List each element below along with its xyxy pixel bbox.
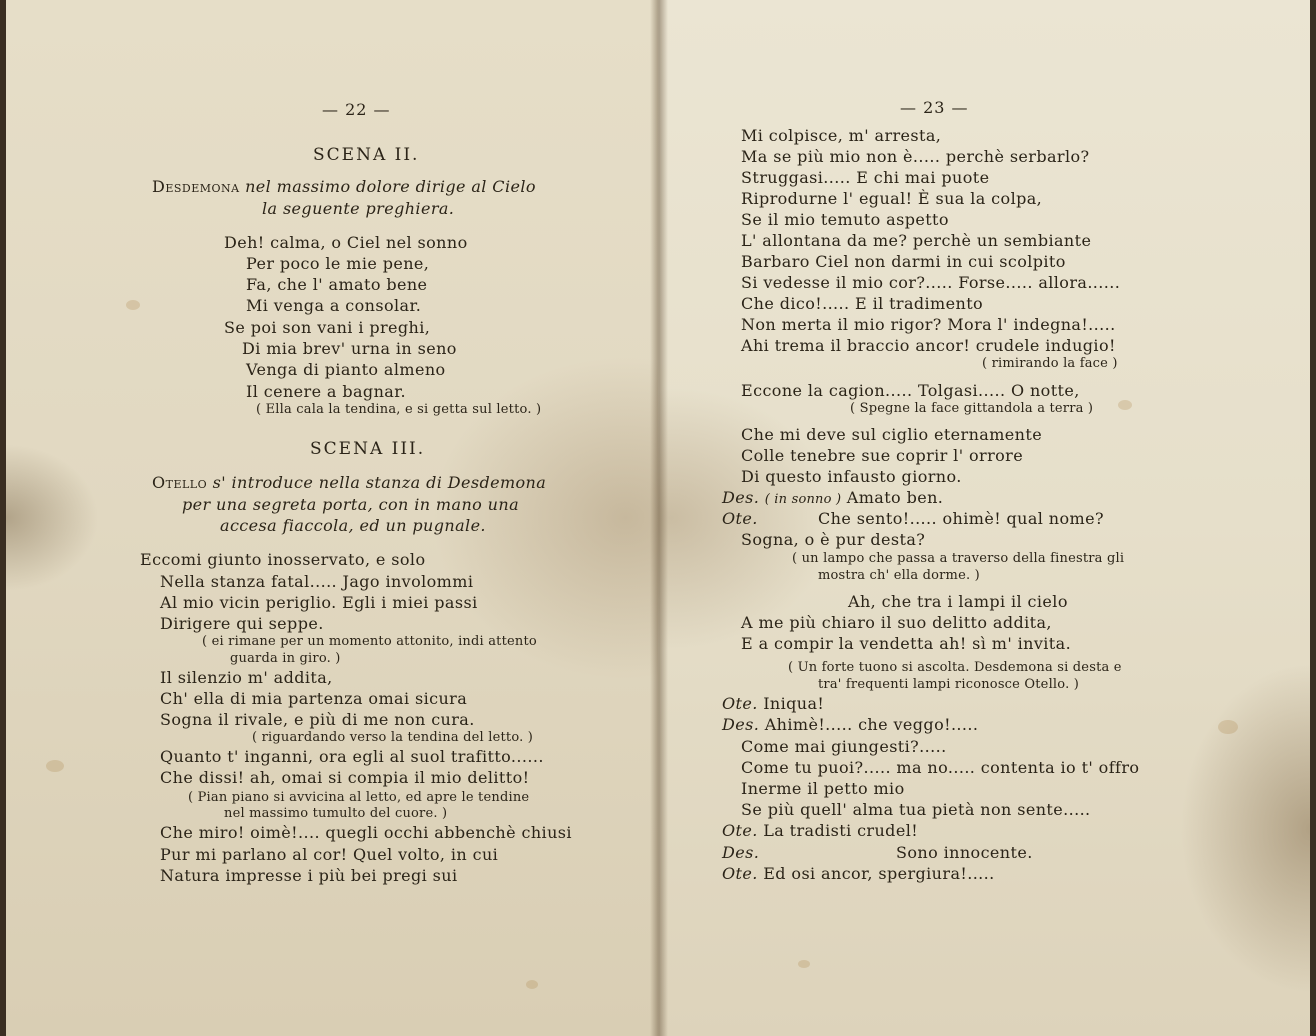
- character-name: Otello: [152, 473, 208, 492]
- verse-line: Per poco le mie pene,: [246, 254, 430, 273]
- verse-line: Colle tenebre sue coprir l' orrore: [741, 446, 1024, 465]
- verse-line: Che dico!..... E il tradimento: [741, 294, 984, 313]
- verse-line: Eccone la cagion..... Tolgasi..... O notte,: [741, 381, 1080, 400]
- book-gutter: [650, 0, 668, 1036]
- stage-direction: ( Spegne la face gittandola a terra ): [850, 401, 1094, 416]
- stage-direction: ( Un forte tuono si ascolta. Desdemona si desta e: [788, 660, 1122, 675]
- verse-line: Nella stanza fatal..... Jago involommi: [160, 572, 474, 591]
- verse-line: E a compir la vendetta ah! sì m' invita.: [741, 634, 1072, 653]
- speech-text: La tradisti crudel!: [763, 821, 919, 840]
- dialogue-line: [722, 715, 978, 735]
- character-name: Desdemona: [152, 177, 240, 196]
- foxing-spot: [1218, 720, 1238, 734]
- verse-line: Il cenere a bagnar.: [246, 382, 406, 401]
- speech-text: Inerme il petto mio: [741, 779, 905, 798]
- verse-line: Ma se più mio non è..... perchè serbarlo?: [741, 147, 1090, 166]
- speaker-label: Des.: [722, 488, 760, 507]
- stage-direction-text: la seguente preghiera.: [262, 199, 455, 218]
- verse-line: Eccomi giunto inosservato, e solo: [140, 550, 426, 569]
- dialogue-line: [722, 694, 824, 714]
- stage-direction-text: accesa fiaccola, ed un pugnale.: [220, 516, 486, 535]
- stage-direction: [152, 473, 546, 493]
- verse-line: Mi venga a consolar.: [246, 296, 422, 315]
- speech-text: Che sento!..... ohimè! qual nome?: [818, 509, 1104, 528]
- scene-heading: SCENA III.: [310, 439, 426, 459]
- verse-line: Ch' ella di mia partenza omai sicura: [160, 689, 468, 708]
- verse-line: Ahi trema il braccio ancor! crudele indugio!: [741, 336, 1116, 355]
- verse-line: Il silenzio m' addita,: [160, 668, 333, 687]
- scene-heading: SCENA II.: [313, 145, 420, 165]
- verse-line: Se poi son vani i preghi,: [224, 318, 431, 337]
- stage-direction-text: per una segreta porta, con in mano una: [182, 495, 520, 514]
- stage-direction: ( Pian piano si avvicina al letto, ed apre le tendine: [188, 790, 530, 805]
- speech-text: Come mai giungesti?.....: [741, 737, 947, 756]
- foxing-spot: [798, 960, 810, 968]
- verse-line: Mi colpisce, m' arresta,: [741, 126, 942, 145]
- stage-direction: ( riguardando verso la tendina del letto. ): [252, 730, 534, 745]
- stage-direction: ( rimirando la face ): [982, 356, 1118, 371]
- speech-text: Sono innocente.: [896, 843, 1033, 862]
- verse-line: A me più chiaro il suo delitto addita,: [741, 613, 1052, 632]
- stage-direction: ( Ella cala la tendina, e si getta sul letto. ): [256, 402, 542, 417]
- page-number: — 23 —: [900, 98, 969, 117]
- speech-text: Amato ben.: [846, 488, 944, 507]
- speech-text: Come tu puoi?..... ma no..... contenta io t' offro: [741, 758, 1140, 777]
- foxing-spot: [1118, 400, 1132, 410]
- verse-line: Barbaro Ciel non darmi in cui scolpito: [741, 252, 1066, 271]
- verse-line: Deh! calma, o Ciel nel sonno: [224, 233, 468, 252]
- stage-direction: ( ei rimane per un momento attonito, indi attento: [202, 634, 537, 649]
- foxing-spot: [126, 300, 140, 310]
- verse-line: Non merta il mio rigor? Mora l' indegna!.....: [741, 315, 1116, 334]
- dialogue-line: [722, 488, 943, 508]
- verse-line: Quanto t' inganni, ora egli al suol trafitto......: [160, 747, 544, 766]
- speech-text: Se più quell' alma tua pietà non sente.....: [741, 800, 1091, 819]
- verse-line: Al mio vicin periglio. Egli i miei passi: [160, 593, 478, 612]
- dialogue-line: [722, 864, 995, 884]
- verse-line: Si vedesse il mio cor?..... Forse..... allora......: [741, 273, 1121, 292]
- stage-direction: ( in sonno ): [764, 492, 842, 507]
- verse-line: Fa, che l' amato bene: [246, 275, 428, 294]
- verse-line: Di questo infausto giorno.: [741, 467, 962, 486]
- stage-direction: [152, 177, 536, 197]
- foxing-spot: [526, 980, 538, 989]
- stage-direction-text: s' introduce nella stanza di Desdemona: [212, 473, 547, 492]
- stage-direction: guarda in giro. ): [230, 651, 341, 666]
- speaker-label: Des.: [722, 715, 760, 734]
- verse-line: Pur mi parlano al cor! Quel volto, in cui: [160, 845, 499, 864]
- foxing-spot: [46, 760, 64, 772]
- speech-text: Sogna, o è pur desta?: [741, 530, 926, 549]
- verse-line: L' allontana da me? perchè un sembiante: [741, 231, 1092, 250]
- speaker-label: Des.: [722, 843, 760, 862]
- verse-line: Che miro! oimè!.... quegli occhi abbenchè chiusi: [160, 823, 572, 842]
- speaker-label: Ote.: [722, 864, 758, 883]
- verse-line: Di mia brev' urna in seno: [242, 339, 457, 358]
- verse-line: Riprodurne l' egual! È sua la colpa,: [741, 189, 1043, 208]
- verse-line: Sogna il rivale, e più di me non cura.: [160, 710, 475, 729]
- stage-direction: tra' frequenti lampi riconosce Otello. ): [818, 677, 1080, 692]
- verse-line: Se il mio temuto aspetto: [741, 210, 949, 229]
- verse-line: Che mi deve sul ciglio eternamente: [741, 425, 1043, 444]
- dialogue-line: [722, 821, 918, 841]
- speech-text: Iniqua!: [763, 694, 825, 713]
- left-page: [6, 0, 658, 1036]
- stage-direction: ( un lampo che passa a traverso della finestra gli: [792, 551, 1125, 566]
- speaker-label: Ote.: [722, 821, 758, 840]
- verse-line: Struggasi..... E chi mai puote: [741, 168, 990, 187]
- verse-line: Venga di pianto almeno: [246, 360, 446, 379]
- right-page: [658, 0, 1310, 1036]
- speech-text: Ahimè!..... che veggo!.....: [764, 715, 979, 734]
- verse-line: Ah, che tra i lampi il cielo: [848, 592, 1068, 611]
- stage-direction: mostra ch' ella dorme. ): [818, 568, 980, 583]
- verse-line: Natura impresse i più bei pregi sui: [160, 866, 458, 885]
- stage-direction-text: nel massimo dolore dirige al Cielo: [245, 177, 536, 196]
- speaker-label: Ote.: [722, 694, 758, 713]
- speech-text: Ed osi ancor, spergiura!.....: [763, 864, 995, 883]
- page-number: — 22 —: [322, 100, 391, 119]
- verse-line: Dirigere qui seppe.: [160, 614, 324, 633]
- stage-direction: nel massimo tumulto del cuore. ): [224, 806, 448, 821]
- verse-line: Che dissi! ah, omai si compia il mio delitto!: [160, 768, 530, 787]
- speaker-label: Ote.: [722, 509, 758, 528]
